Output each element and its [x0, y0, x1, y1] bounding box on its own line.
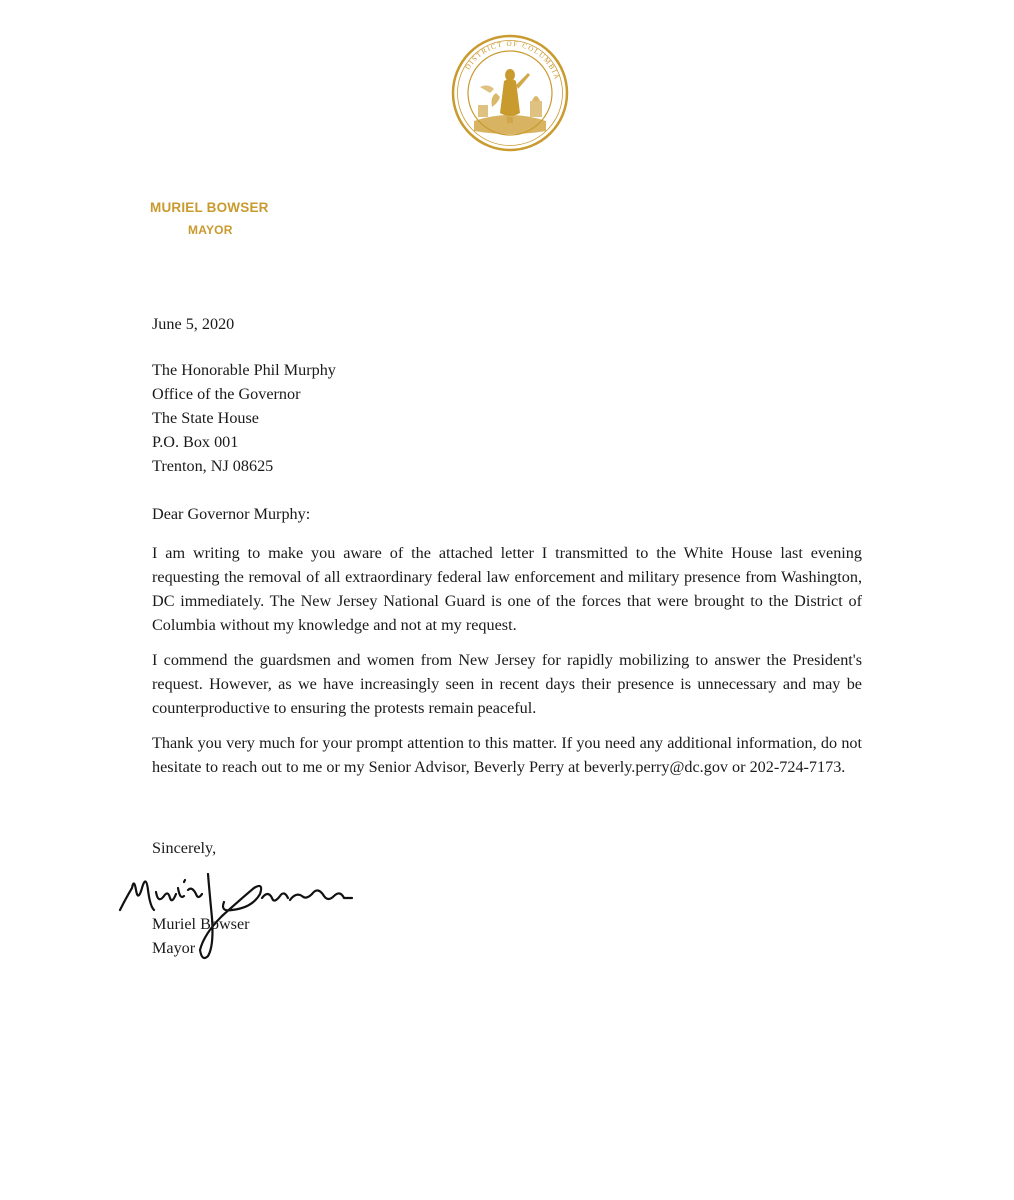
- address-line: P.O. Box 001: [152, 433, 239, 451]
- address-line: Office of the Governor: [152, 385, 301, 403]
- signer-name: Muriel Bowser: [152, 915, 250, 933]
- body-paragraph-3: Thank you very much for your prompt attention to this matter. If you need any additional information, do not hesitate to reach out to me or my Senior Advisor, Beverly Perry at beverly.perry@dc.gov or 202-724-7173.: [152, 734, 862, 776]
- body-paragraph-2: I commend the guardsmen and women from New Jersey for rapidly mobilizing to answer the President's request. However, as we have increasingly seen in recent days their presence is unnecessary and may be counterproductive to ensuring the protests remain peaceful.: [152, 651, 862, 717]
- recipient-address: [152, 358, 862, 478]
- letterhead-title: MAYOR: [188, 223, 233, 237]
- body-paragraph-1: I am writing to make you aware of the attached letter I transmitted to the White House last evening requesting the removal of all extraordinary federal law enforcement and military presence from Washington, DC immediately. The New Jersey National Guard is one of the forces that were brought to the District of Columbia without my knowledge and not at my request.: [152, 544, 862, 634]
- address-line: The Honorable Phil Murphy: [152, 361, 336, 379]
- letterhead-name: MURIEL BOWSER: [150, 200, 269, 215]
- letter-date: June 5, 2020: [152, 315, 235, 333]
- closing: Sincerely,: [152, 839, 217, 857]
- dc-seal-icon: [450, 33, 570, 153]
- seal-ring-text: DISTRICT OF COLUMBIA: [463, 39, 562, 82]
- salutation: Dear Governor Murphy:: [152, 505, 311, 523]
- signer-title: Mayor: [152, 939, 196, 957]
- letterhead: [150, 199, 269, 239]
- address-line: Trenton, NJ 08625: [152, 457, 274, 475]
- address-line: The State House: [152, 409, 259, 427]
